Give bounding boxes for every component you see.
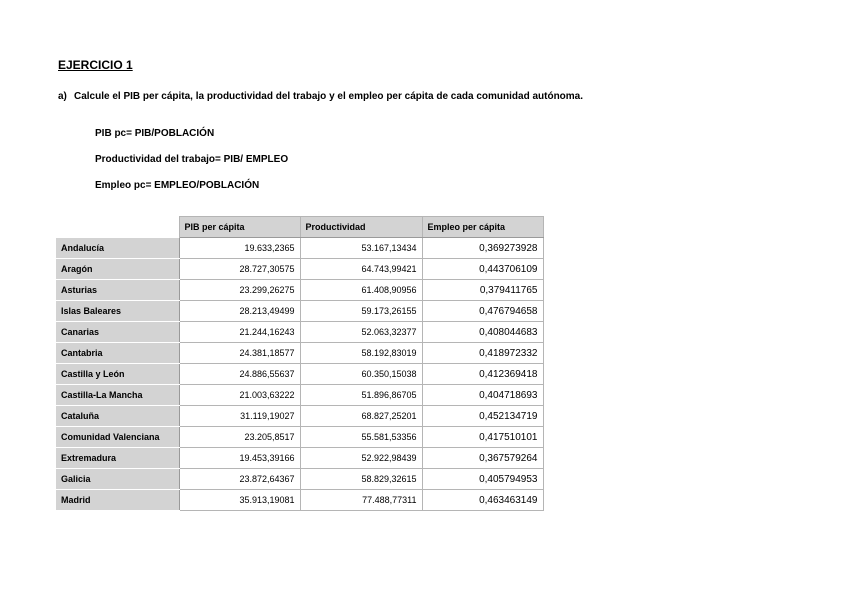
pib-per-capita-cell: 35.913,19081 (179, 490, 300, 511)
header-productividad: Productividad (300, 217, 422, 238)
table-row (56, 406, 543, 427)
region-label: Andalucía (56, 238, 179, 259)
productividad-cell: 51.896,86705 (300, 385, 422, 406)
empleo-per-capita-cell: 0,452134719 (422, 406, 543, 427)
productividad-cell: 61.408,90956 (300, 280, 422, 301)
formula-empleo-pc: Empleo pc= EMPLEO/POBLACIÓN (95, 180, 260, 191)
table-row (56, 364, 543, 385)
region-label: Cantabria (56, 343, 179, 364)
empleo-per-capita-cell: 0,367579264 (422, 448, 543, 469)
pib-per-capita-cell: 28.213,49499 (179, 301, 300, 322)
exercise-heading: EJERCICIO 1 (58, 58, 133, 72)
table-row (56, 427, 543, 448)
productividad-cell: 77.488,77311 (300, 490, 422, 511)
empleo-per-capita-cell: 0,443706109 (422, 259, 543, 280)
table-header-row (56, 217, 543, 238)
empleo-per-capita-cell: 0,408044683 (422, 322, 543, 343)
question-text: Calcule el PIB per cápita, la productividad del trabajo y el empleo per cápita de cada comunidad autónoma. (74, 91, 584, 102)
productividad-cell: 52.063,32377 (300, 322, 422, 343)
productividad-cell: 68.827,25201 (300, 406, 422, 427)
productividad-cell: 52.922,98439 (300, 448, 422, 469)
table-row (56, 469, 543, 490)
table-row (56, 238, 543, 259)
productividad-cell: 55.581,53356 (300, 427, 422, 448)
empleo-per-capita-cell: 0,405794953 (422, 469, 543, 490)
pib-per-capita-cell: 21.003,63222 (179, 385, 300, 406)
pib-per-capita-cell: 23.872,64367 (179, 469, 300, 490)
region-label: Islas Baleares (56, 301, 179, 322)
region-label: Castilla y León (56, 364, 179, 385)
table-row (56, 448, 543, 469)
pib-per-capita-cell: 23.299,26275 (179, 280, 300, 301)
table-row (56, 385, 543, 406)
region-label: Aragón (56, 259, 179, 280)
region-label: Canarias (56, 322, 179, 343)
table-row (56, 490, 543, 511)
empleo-per-capita-cell: 0,412369418 (422, 364, 543, 385)
empleo-per-capita-cell: 0,369273928 (422, 238, 543, 259)
region-label: Madrid (56, 490, 179, 511)
pib-per-capita-cell: 21.244,16243 (179, 322, 300, 343)
table-row (56, 343, 543, 364)
pib-per-capita-cell: 28.727,30575 (179, 259, 300, 280)
formula-pib-pc: PIB pc= PIB/POBLACIÓN (95, 128, 215, 139)
empleo-per-capita-cell: 0,476794658 (422, 301, 543, 322)
region-label: Asturias (56, 280, 179, 301)
region-label: Extremadura (56, 448, 179, 469)
question-a (58, 91, 583, 102)
pib-per-capita-cell: 19.633,2365 (179, 238, 300, 259)
empleo-per-capita-cell: 0,463463149 (422, 490, 543, 511)
header-pib-per-capita: PIB per cápita (179, 217, 300, 238)
pib-per-capita-cell: 23.205,8517 (179, 427, 300, 448)
productividad-cell: 64.743,99421 (300, 259, 422, 280)
empleo-per-capita-cell: 0,404718693 (422, 385, 543, 406)
table-body (56, 238, 543, 511)
table-row (56, 259, 543, 280)
region-label: Comunidad Valenciana (56, 427, 179, 448)
empleo-per-capita-cell: 0,379411765 (422, 280, 543, 301)
pib-per-capita-cell: 19.453,39166 (179, 448, 300, 469)
region-label: Galicia (56, 469, 179, 490)
productividad-cell: 58.829,32615 (300, 469, 422, 490)
empleo-per-capita-cell: 0,418972332 (422, 343, 543, 364)
question-letter: a) (58, 91, 67, 102)
pib-per-capita-cell: 31.119,19027 (179, 406, 300, 427)
region-label: Castilla-La Mancha (56, 385, 179, 406)
region-label: Cataluña (56, 406, 179, 427)
header-empleo-per-capita: Empleo per cápita (422, 217, 543, 238)
empleo-per-capita-cell: 0,417510101 (422, 427, 543, 448)
productividad-cell: 60.350,15038 (300, 364, 422, 385)
productividad-cell: 58.192,83019 (300, 343, 422, 364)
table-row (56, 280, 543, 301)
table-row (56, 322, 543, 343)
table-row (56, 301, 543, 322)
pib-per-capita-cell: 24.381,18577 (179, 343, 300, 364)
productividad-cell: 53.167,13434 (300, 238, 422, 259)
results-table (56, 216, 544, 511)
formula-productividad: Productividad del trabajo= PIB/ EMPLEO (95, 154, 289, 165)
productividad-cell: 59.173,26155 (300, 301, 422, 322)
pib-per-capita-cell: 24.886,55637 (179, 364, 300, 385)
table-corner-cell (56, 217, 179, 238)
